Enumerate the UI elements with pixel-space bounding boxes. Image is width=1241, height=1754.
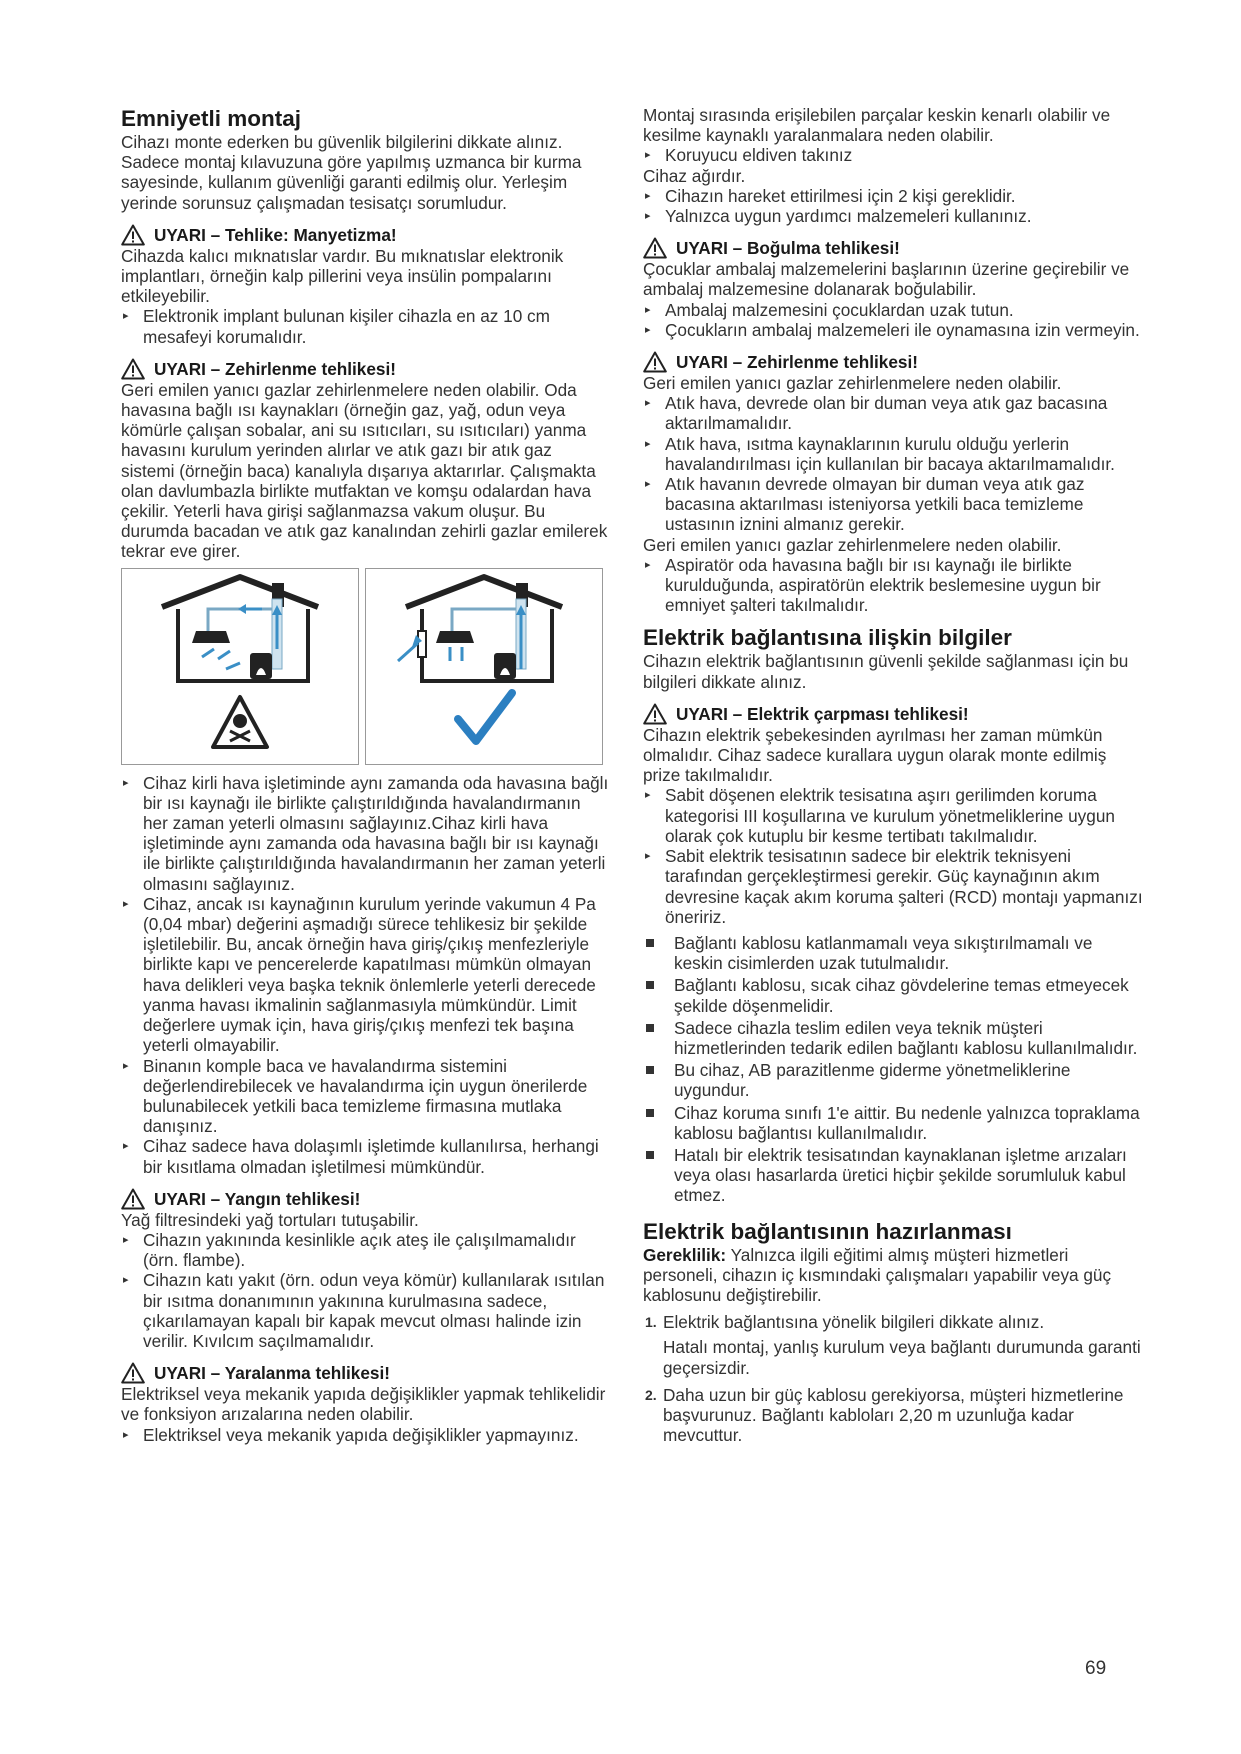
bullet-list <box>121 773 609 1177</box>
list-item-text: Hatalı bir elektrik tesisatından kaynaklanan işletme arızaları veya olası hasarlarda üretici hiçbir şekilde sorumluluk kabul etmez. <box>674 1144 1127 1206</box>
warning-text: Geri emilen yanıcı gazlar zehirlenmelere neden olabilir. <box>643 534 1062 555</box>
bullet-arrow-icon: ▸ <box>645 210 651 223</box>
list-item-text: Çocukların ambalaj malzemeleri ile oynamasına izin vermeyin. <box>665 319 1140 340</box>
warning-heading <box>121 1362 609 1384</box>
step-number: 2. <box>645 1386 657 1403</box>
step-result: Hatalı montaj, yanlış kurulum veya bağlantı durumunda garanti geçersizdir. <box>663 1337 1141 1378</box>
list-item <box>643 474 1143 535</box>
square-bullet-icon <box>646 1151 654 1159</box>
list-item-text: Atık havanın devrede olmayan bir duman veya atık gaz bacasına aktarılması isteniyorsa yetkili baca temizleme ustasının iznini almanız gerekir. <box>665 474 1085 535</box>
list-item <box>643 785 1143 846</box>
bullet-arrow-icon: ▸ <box>123 310 129 323</box>
list-item-text: Sadece cihazla teslim edilen veya teknik müşteri hizmetlerinden tedarik edilen bağlantı kablosu kullanılmalıdır. <box>674 1017 1138 1058</box>
step-text: Elektrik bağlantısına yönelik bilgileri dikkate alınız. <box>663 1312 1045 1333</box>
list-item <box>643 320 1143 340</box>
bullet-list <box>121 1425 609 1445</box>
square-bullet-icon <box>646 1109 654 1117</box>
list-item-text: Bağlantı kablosu katlanmamalı veya sıkıştırılmamalı ve keskin cisimlerden uzak tutulmalıdır. <box>674 932 1093 974</box>
section-title-electrical-info: Elektrik bağlantısına ilişkin bilgiler <box>643 625 1012 651</box>
list-item-text: Koruyucu eldiven takınız <box>665 145 853 166</box>
bullet-arrow-icon: ▸ <box>645 303 651 316</box>
warning-heading <box>121 1188 609 1210</box>
bullet-list <box>643 186 1143 226</box>
warning-title: UYARI – Zehirlenme tehlikesi! <box>154 358 396 379</box>
warning-text: Geri emilen yanıcı gazlar zehirlenmelere neden olabilir. <box>643 373 1062 394</box>
list-item-text: Elektriksel veya mekanik yapıda değişiklikler yapmayınız. <box>143 1424 579 1445</box>
warning-heading <box>121 358 609 380</box>
list-item-text: Sabit elektrik tesisatının sadece bir elektrik teknisyeni tarafından gerçekleştirmesi gerekir. Güç kaynağının akım devresine kaçak akım koruma şalteri (RCD) montajı yapmanızı öneririz. <box>665 846 1143 927</box>
list-item <box>121 306 609 346</box>
requirement-paragraph <box>643 1245 1143 1306</box>
bullet-list <box>643 555 1143 616</box>
warning-text: Elektriksel veya mekanik yapıda değişiklikler yapmak tehlikelidir ve fonksiyon arızalarına neden olabilir. <box>121 1384 606 1425</box>
list-item <box>643 1018 1143 1058</box>
list-item-text: Cihaz koruma sınıfı 1'e aittir. Bu nedenle yalnızca topraklama kablosu bağlantısı kullanılmalıdır. <box>674 1102 1140 1143</box>
list-item <box>643 1103 1143 1143</box>
bullet-arrow-icon: ▸ <box>645 149 651 162</box>
warning-heading <box>643 703 1143 725</box>
list-item <box>121 773 609 894</box>
list-item-text: Bu cihaz, AB parazitlenme giderme yönetmeliklerine uygundur. <box>674 1060 1071 1101</box>
bullet-arrow-icon: ▸ <box>123 1059 129 1072</box>
list-item-text: Yalnızca uygun yardımcı malzemeleri kullanınız. <box>665 206 1032 227</box>
warning-text: Yağ filtresindeki yağ tortuları tutuşabilir. <box>121 1209 419 1230</box>
list-item-text: Binanın komple baca ve havalandırma sistemini değerlendirebilecek ve havalandırma için uygun önerilerde bulunabilecek yetkili baca temizleme firmasına mutlaka danışınız. <box>143 1055 588 1137</box>
figure-panel-correct <box>365 568 603 765</box>
requirement-text: Yalnızca ilgili eğitimi almış müşteri hizmetleri personeli, cihazın iç kısmındaki çalışmaları yapabilir veya güç kablosunu değiştirebilir. <box>643 1244 1112 1305</box>
list-item <box>643 1060 1143 1100</box>
list-item-text: Aspiratör oda havasına bağlı bir ısı kaynağı ile birlikte kurulduğunda, aspiratörün elektrik beslemesine uygun bir emniyet şalteri takılmalıdır. <box>665 554 1101 616</box>
warning-text: Cihazda kalıcı mıknatıslar vardır. Bu mıknatıslar elektronik implantları, örneğin kalp pillerini veya insülin pompalarını etkileyebilir. <box>121 245 564 307</box>
list-item-text: Bağlantı kablosu, sıcak cihaz gövdelerine temas etmeyecek şekilde döşenmelidir. <box>674 975 1129 1016</box>
warning-text: Cihazın elektrik şebekesinden ayrılması her zaman mümkün olmalıdır. Cihaz sadece kurallara uygun olarak monte edilmiş prize takılmalıdır. <box>643 724 1107 786</box>
list-item <box>643 975 1143 1015</box>
square-bullet-icon <box>646 1024 654 1032</box>
bullet-arrow-icon: ▸ <box>123 897 129 910</box>
step-number: 1. <box>645 1314 657 1331</box>
warning-title: UYARI – Elektrik çarpması tehlikesi! <box>676 703 969 724</box>
warning-heading <box>643 237 1143 259</box>
warning-triangle-icon <box>121 224 145 246</box>
bullet-list <box>121 306 609 346</box>
left-column <box>121 105 609 1445</box>
warning-triangle-icon <box>121 358 145 380</box>
list-item-text: Cihaz, ancak ısı kaynağının kurulum yerinde vakumun 4 Pa (0,04 mbar) değerini aşmadığı sürece tehlikesiz bir şekilde işletilebilir. Bu, ancak örneğin hava giriş/çıkış menfezleriyle birlikte kapı ve pencerelerde kapatılması mümkün olmayan hava delikleri veya başka teknik önlemlerle yeterli derecede yanma havası ikmalinin sağlanmasıyla mümkündür. Limit değerlere uymak için, hava giriş/çıkış menfezi tek başına yeterli olmayabilir. <box>143 893 596 1056</box>
bullet-list <box>643 300 1143 340</box>
warning-title: UYARI – Boğulma tehlikesi! <box>676 238 900 259</box>
paragraph: Cihaz ağırdır. <box>643 165 746 186</box>
bullet-arrow-icon: ▸ <box>645 397 651 410</box>
warning-text: Çocuklar ambalaj malzemelerini başlarının üzerine geçirebilir ve ambalaj malzemesine dolanarak boğulabilir. <box>643 259 1130 300</box>
section-title-electrical-prep: Elektrik bağlantısının hazırlanması <box>643 1218 1012 1244</box>
warning-triangle-icon <box>643 351 667 373</box>
requirement-label: Gereklilik: <box>643 1244 727 1265</box>
list-item <box>643 846 1143 927</box>
warning-heading <box>121 224 609 246</box>
bullet-arrow-icon: ▸ <box>123 1140 129 1153</box>
list-item <box>643 145 1143 165</box>
list-item-text: Cihazın yakınında kesinlikle açık ateş ile çalışılmamalıdır (örn. flambe). <box>143 1229 576 1271</box>
list-item <box>643 434 1143 474</box>
list-item-text: Sabit döşenen elektrik tesisatına aşırı gerilimden koruma kategorisi III koşullarına ve kurulum yönetmeliklerine uygun olarak çok kutuplu bir kesme tertibatı takılmalıdır. <box>665 785 1115 846</box>
list-item <box>643 206 1143 226</box>
list-item <box>643 300 1143 320</box>
step-item <box>643 1385 1143 1446</box>
warning-title: UYARI – Yangın tehlikesi! <box>154 1188 361 1209</box>
warning-triangle-icon <box>643 703 667 725</box>
house-correct-ventilation-illustration <box>366 569 602 764</box>
house-negative-pressure-illustration <box>122 569 358 764</box>
warning-text: Geri emilen yanıcı gazlar zehirlenmelere neden olabilir. Oda havasına bağlı ısı kaynakları (örneğin gaz, yağ, odun veya kömürle çalışan sobalar, ani su ısıtıcıları, su ısıtıcıları) yanma havasını kurulum yerinden alırlar ve atık gazı bir atık gaz sistemi (örneğin baca) kanalıyla dışarıya aktarırlar. Çalışmakta olan davlumbazla birlikte mutfaktan ve komşu odalardan hava çekilir. Yeterli hava girişi sağlanmazsa vakum oluşur. Bu durumda bacadan ve atık gaz kanalından zehirli gazlar emilerek tekrar eve girer. <box>121 379 608 562</box>
list-item-text: Cihaz sadece hava dolaşımlı işletimde kullanılırsa, herhangi bir kısıtlama olmadan işletilmesi mümkündür. <box>143 1136 599 1177</box>
numbered-steps <box>643 1312 1143 1445</box>
bullet-list <box>121 1230 609 1351</box>
list-item <box>643 393 1143 433</box>
page-number: 69 <box>1085 1658 1107 1679</box>
warning-title: UYARI – Yaralanma tehlikesi! <box>154 1363 390 1384</box>
bullet-arrow-icon: ▸ <box>645 789 651 802</box>
list-item-text: Cihazın katı yakıt (örn. odun veya kömür) kullanılarak ısıtılan bir ısıtma donanımının yakınına kurulmasına sadece, çıkarılamayan kapalı bir kapak mevcut olması halinde izin verilir. Kıvılcım saçılmamalıdır. <box>143 1270 605 1351</box>
list-item <box>643 186 1143 206</box>
paragraph: Cihazın elektrik bağlantısının güvenli şekilde sağlanması için bu bilgileri dikkate alınız. <box>643 651 1129 692</box>
intro-paragraph: Cihazı monte ederken bu güvenlik bilgilerini dikkate alınız. <box>121 132 563 152</box>
bullet-arrow-icon: ▸ <box>645 558 651 571</box>
list-item <box>121 1230 609 1270</box>
bullet-list <box>643 785 1143 926</box>
list-item <box>121 1425 609 1445</box>
list-item <box>643 933 1143 973</box>
bullet-arrow-icon: ▸ <box>645 437 651 450</box>
section-title-safe-installation: Emniyetli montaj <box>121 106 302 131</box>
square-bullet-icon <box>646 1066 654 1074</box>
figure-panel-wrong <box>121 568 359 765</box>
bullet-list <box>643 145 1143 165</box>
square-bullet-list <box>643 933 1143 1206</box>
list-item <box>643 555 1143 616</box>
square-bullet-icon <box>646 981 654 989</box>
list-item <box>643 1145 1143 1206</box>
list-item-text: Atık hava, devrede olan bir duman veya atık gaz bacasına aktarılmamalıdır. <box>665 393 1108 434</box>
intro-paragraph: Sadece montaj kılavuzuna göre yapılmış uzmanca bir kurma sayesinde, kullanım güvenliği garanti edilmiş olur. Yerleşim yerinde sorunsuz çalışmadan tesisatçı sorumludur. <box>121 152 582 213</box>
right-column <box>643 105 1143 1445</box>
paragraph: Montaj sırasında erişilebilen parçalar keskin kenarlı olabilir ve kesilme kaynaklı yaralanmalara neden olabilir. <box>643 105 1111 146</box>
list-item <box>121 1136 609 1176</box>
step-item <box>643 1312 1143 1378</box>
list-item-text: Atık hava, ısıtma kaynaklarının kurulu olduğu yerlerin havalandırılması için kullanılan bir bacaya aktarılmamalıdır. <box>665 433 1115 474</box>
bullet-list <box>643 393 1143 534</box>
bullet-arrow-icon: ▸ <box>123 776 129 789</box>
step-text: Daha uzun bir güç kablosu gerekiyorsa, müşteri hizmetlerine başvurunuz. Bağlantı kabloları 2,20 m uzunluğa kadar mevcuttur. <box>663 1384 1124 1446</box>
bullet-arrow-icon: ▸ <box>123 1233 129 1246</box>
list-item-text: Cihaz kirli hava işletiminde aynı zamanda oda havasına bağlı bir ısı kaynağı ile birlikte çalıştırıldığında havalandırmanın her zaman yeterli olmasını sağlayınız.Cihaz kirli hava işletiminde aynı zamanda oda havasına bağlı bir ısı kaynağı ile birlikte çalıştırıldığında havalandırmanın her zaman yeterli olmasını sağlayınız. <box>143 772 609 894</box>
ventilation-figure <box>121 568 609 765</box>
warning-title: UYARI – Zehirlenme tehlikesi! <box>676 351 918 372</box>
list-item-text: Elektronik implant bulunan kişiler cihazla en az 10 cm mesafeyi korumalıdır. <box>143 306 550 347</box>
warning-triangle-icon <box>121 1362 145 1384</box>
warning-title: UYARI – Tehlike: Manyetizma! <box>154 224 397 245</box>
warning-heading <box>643 351 1143 373</box>
list-item <box>121 1056 609 1137</box>
bullet-arrow-icon: ▸ <box>645 189 651 202</box>
warning-triangle-icon <box>643 237 667 259</box>
bullet-arrow-icon: ▸ <box>645 478 651 491</box>
list-item-text: Cihazın hareket ettirilmesi için 2 kişi gereklidir. <box>665 185 1016 206</box>
list-item-text: Ambalaj malzemesini çocuklardan uzak tutun. <box>665 299 1014 320</box>
bullet-arrow-icon: ▸ <box>645 850 651 863</box>
list-item <box>121 894 609 1056</box>
list-item <box>121 1270 609 1351</box>
bullet-arrow-icon: ▸ <box>123 1428 129 1441</box>
warning-triangle-icon <box>121 1188 145 1210</box>
bullet-arrow-icon: ▸ <box>123 1274 129 1287</box>
bullet-arrow-icon: ▸ <box>645 323 651 336</box>
square-bullet-icon <box>646 939 654 947</box>
